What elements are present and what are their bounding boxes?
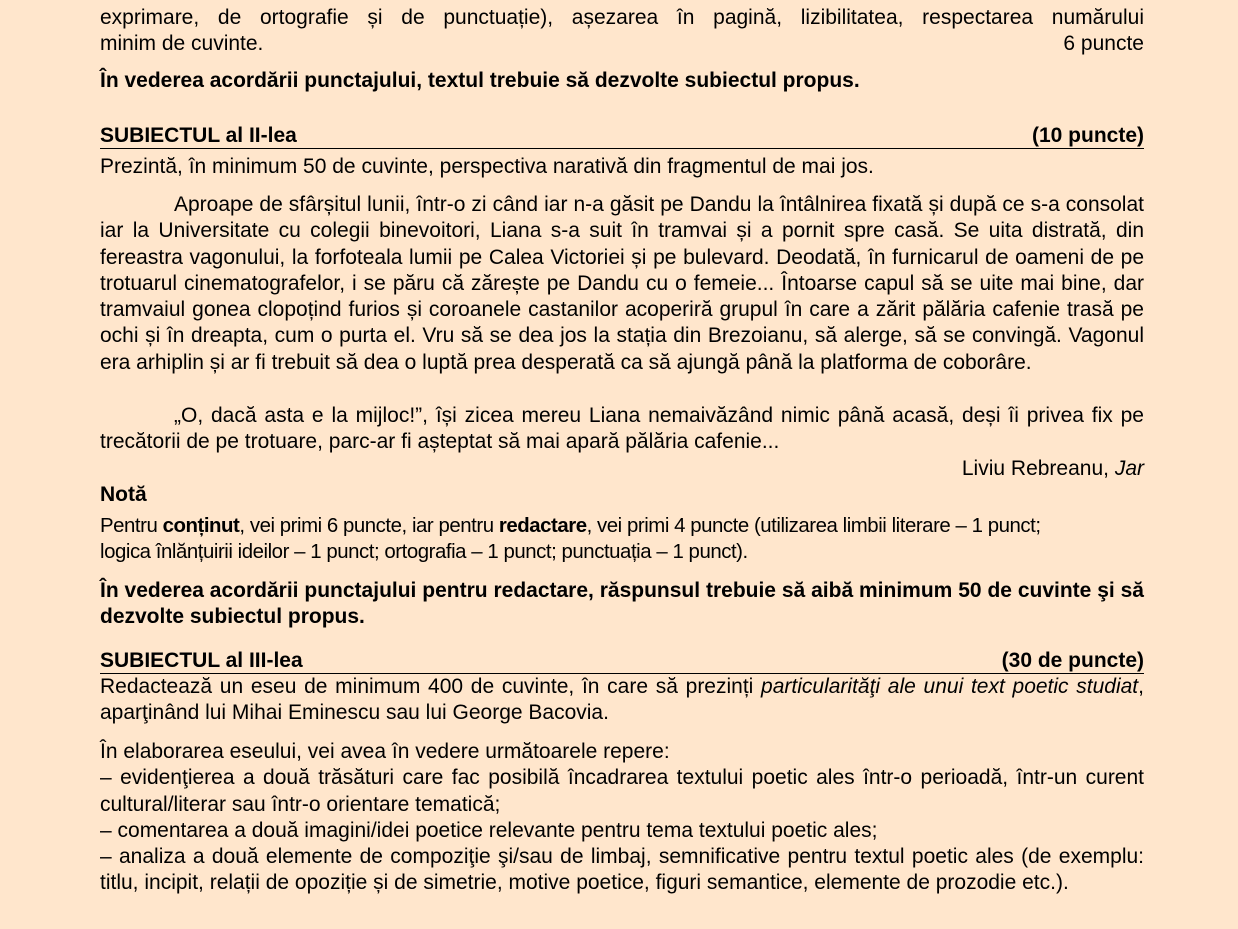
prompt-part-b: , aparţinând lui Mihai Eminescu sau lui George Bacovia.	[100, 675, 1144, 725]
note-part-2: , vei primi 6 puncte, iar pentru	[239, 515, 499, 537]
note-redactare-label: redactare	[498, 515, 587, 537]
requirement-1: În vederea acordării punctajului, textul trebuie să dezvolte subiectul propus.	[100, 69, 860, 92]
note-line-1	[100, 513, 1144, 539]
essay-guidelines	[100, 739, 1144, 897]
fragment-paragraph-1: Aproape de sfârșitul lunii, într-o zi când iar n-a găsit pe Dandu la întâlnirea fixată și după ce s-a consolat iar la Universitate cu colegii binevoitori, Liana s-a suit în tramvai și a pornit spre casă. Se uita distrată, din fereastra vagonului, la forfoteala lumii pe Calea Victoriei și pe bulevard. Deodată, în furnicarul de oameni de pe trotuarul cinematografelor, i se păru că zărește pe Dandu cu o femeie... Întoarse capul să se uite mai bine, dar tramvaiul gonea clopoțind furios și coroanele castanilor acoperiră grupul în care a zărit pălăria cafenie trasă pe ochi și în dreapta, cum o purta el. Vru să se dea jos la stația din Brezoianu, să alerge, să se convingă. Vagonul era arhiplin și ar fi trebuit să dea o luptă prea desperată ca să ajungă până la platforma de coborâre.	[100, 193, 1144, 374]
note-content-label: conținut	[162, 515, 240, 537]
source-author: Liviu Rebreanu,	[961, 457, 1115, 480]
guidelines-intro: În elaborarea eseului, vei avea în vedere următoarele repere:	[100, 740, 670, 763]
subject-3-title: SUBIECTUL al III-lea	[100, 649, 303, 672]
subject-2-heading	[100, 124, 1144, 149]
prompt-italic: particularităţi ale unui text poetic studiat	[761, 675, 1139, 698]
guideline-item-1: – evidenţierea a două trăsături care fac posibilă încadrarea textului poetic ales într-o perioadă, într-un curent cultural/literar sau într-o orientare tematică;	[100, 766, 1144, 816]
guideline-item-3: – analiza a două elemente de compoziţie şi/sau de limbaj, semnificative pentru textul poetic ales (de exemplu: titlu, incipit, relații de opoziție și de simetrie, motive poetice, figuri semantice, elemente de prozodie etc.).	[100, 845, 1144, 895]
subject-3-points: (30 de puncte)	[1001, 649, 1144, 672]
top-continuation	[100, 5, 1144, 58]
requirement-2: În vederea acordării punctajului pentru redactare, răspunsul trebuie să aibă minimum 50 de cuvinte şi să dezvolte subiectul propus.	[100, 579, 1144, 629]
top-line-2	[100, 31, 1144, 57]
guideline-item-2: – comentarea a două imagini/idei poetice relevante pentru tema textului poetic ales;	[100, 818, 878, 842]
note-line-2: logica înlănțuirii ideilor – 1 punct; ortografia – 1 punct; punctuația – 1 punct).	[100, 541, 748, 564]
note-title: Notă	[100, 483, 147, 506]
subject-3-heading	[100, 649, 1144, 674]
top-points: 6 puncte	[1063, 32, 1144, 56]
top-line-1: exprimare, de ortografie și de punctuație), așezarea în pagină, lizibilitatea, respectarea numărului	[100, 6, 1144, 29]
prompt-part-a: Redactează un eseu de minimum 400 de cuvinte, în care să prezinți	[100, 675, 762, 698]
subject-3-prompt	[100, 674, 1144, 727]
subject-2-points: (10 puncte)	[1031, 124, 1144, 147]
subject-2-title: SUBIECTUL al II-lea	[100, 124, 297, 147]
note-part-3: , vei primi 4 puncte (utilizarea limbii literare – 1 punct;	[586, 515, 1041, 537]
source-work: Jar	[1114, 457, 1144, 480]
note-part-1: Pentru	[100, 515, 163, 537]
fragment-source	[100, 456, 1144, 482]
fragment-paragraph-2: „O, dacă asta e la mijloc!”, își zicea mereu Liana nemaivăzând nimic până acasă, deși îi privea fix pe trecătorii de pe trotuare, parc-ar fi așteptat să mai apară pălăria cafenie...	[100, 404, 1144, 454]
note-body	[100, 513, 1144, 566]
top-line-2-left: minim de cuvinte.	[100, 32, 264, 56]
subject-2-prompt: Prezintă, în minimum 50 de cuvinte, perspectiva narativă din fragmentul de mai jos.	[100, 155, 874, 178]
